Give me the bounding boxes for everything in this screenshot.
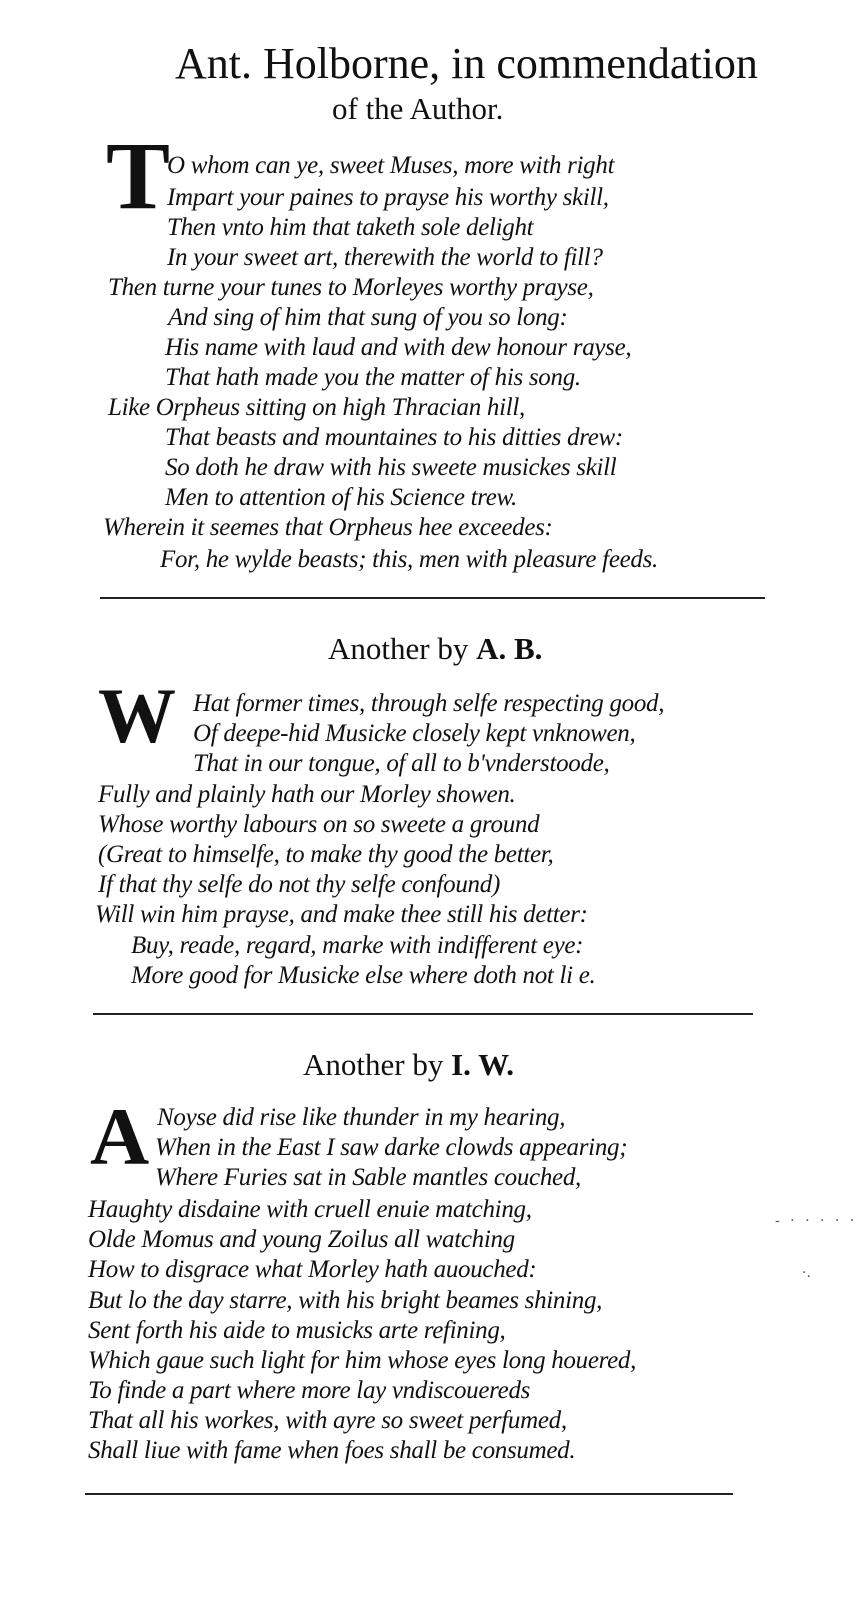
poem3-heading-author: I. W. bbox=[451, 1047, 515, 1082]
poem3-line: Where Furies sat in Sable mantles couched, bbox=[155, 1164, 581, 1191]
poem2-heading-prefix: Another by bbox=[328, 631, 469, 666]
poem3-line: Olde Momus and young Zoilus all watching bbox=[88, 1226, 515, 1253]
poem2-line: Of deepe-hid Musicke closely kept vnknowen, bbox=[193, 720, 636, 747]
poem2-line: If that thy selfe do not thy selfe confound) bbox=[98, 871, 500, 898]
poem2-line: Buy, reade, regard, marke with indifferent eye: bbox=[131, 932, 584, 959]
poem1-line: Wherein it seemes that Orpheus hee exceedes: bbox=[103, 514, 553, 541]
poem1-line: Like Orpheus sitting on high Thracian hill, bbox=[108, 394, 525, 421]
poem2-line: Hat former times, through selfe respecting good, bbox=[193, 690, 665, 717]
poem1-line: So doth he draw with his sweete musickes skill bbox=[165, 454, 617, 481]
poem1-line: Then turne your tunes to Morleyes worthy prayse, bbox=[108, 274, 594, 301]
poem3-line: When in the East I saw darke clowds appearing; bbox=[155, 1134, 628, 1161]
poem1-line: His name with laud and with dew honour rayse, bbox=[165, 334, 632, 361]
poem3-line: Sent forth his aide to musicks arte refining, bbox=[88, 1317, 506, 1344]
page-title: Ant. Holborne, in commendation bbox=[175, 39, 758, 88]
poem2-line: Whose worthy labours on so sweete a ground bbox=[98, 811, 540, 838]
poem1-line: And sing of him that sung of you so long: bbox=[168, 304, 568, 331]
poem3-dropcap: A bbox=[90, 1091, 150, 1182]
section-divider bbox=[85, 1493, 733, 1495]
scan-speck: ·. bbox=[802, 1265, 811, 1281]
poem3-line: How to disgrace what Morley hath auouched: bbox=[88, 1256, 537, 1283]
poem1-dropcap: T bbox=[106, 122, 171, 229]
page-subtitle: of the Author. bbox=[332, 91, 504, 126]
poem2-line: Will win him prayse, and make thee still his detter: bbox=[95, 901, 588, 928]
poem2-line: Fully and plainly hath our Morley showen. bbox=[98, 781, 516, 808]
poem1-line: In your sweet art, therewith the world to fill? bbox=[167, 244, 603, 271]
poem3-line: Noyse did rise like thunder in my hearing, bbox=[157, 1104, 566, 1131]
poem3-line: Haughty disdaine with cruell enuie matching, bbox=[88, 1196, 532, 1223]
section-divider bbox=[93, 1013, 753, 1015]
poem1-line: For, he wylde beasts; this, men with pleasure feeds. bbox=[160, 546, 658, 573]
poem2-line: More good for Musicke else where doth not li e. bbox=[131, 962, 596, 989]
poem1-line: That beasts and mountaines to his ditties drew: bbox=[165, 424, 623, 451]
poem2-line: (Great to himselfe, to make thy good the better, bbox=[98, 841, 554, 868]
poem1-line: Then vnto him that taketh sole delight bbox=[167, 214, 534, 241]
poem3-line: To finde a part where more lay vndiscouereds bbox=[88, 1377, 531, 1404]
poem3-line: But lo the day starre, with his bright beames shining, bbox=[88, 1287, 603, 1314]
poem2-heading-author: A. B. bbox=[476, 631, 543, 666]
poem3-line: Which gaue such light for him whose eyes long houered, bbox=[88, 1347, 637, 1374]
poem2-dropcap: W bbox=[98, 672, 176, 759]
poem1-line: That hath made you the matter of his song. bbox=[165, 364, 581, 391]
poem1-line: Men to attention of his Science trew. bbox=[165, 484, 518, 511]
poem3-heading bbox=[303, 1048, 514, 1082]
poem3-line: Shall liue with fame when foes shall be consumed. bbox=[88, 1437, 576, 1464]
scan-speck: - · · · · · bbox=[775, 1213, 858, 1229]
poem2-heading bbox=[328, 632, 542, 666]
poem2-line: That in our tongue, of all to b'vnderstoode, bbox=[193, 750, 610, 777]
section-divider bbox=[100, 597, 765, 599]
poem1-line: Impart your paines to prayse his worthy skill, bbox=[167, 184, 609, 211]
poem3-line: That all his workes, with ayre so sweet perfumed, bbox=[88, 1407, 567, 1434]
poem3-heading-prefix: Another by bbox=[303, 1047, 444, 1082]
poem1-line: O whom can ye, sweet Muses, more with right bbox=[167, 152, 615, 179]
